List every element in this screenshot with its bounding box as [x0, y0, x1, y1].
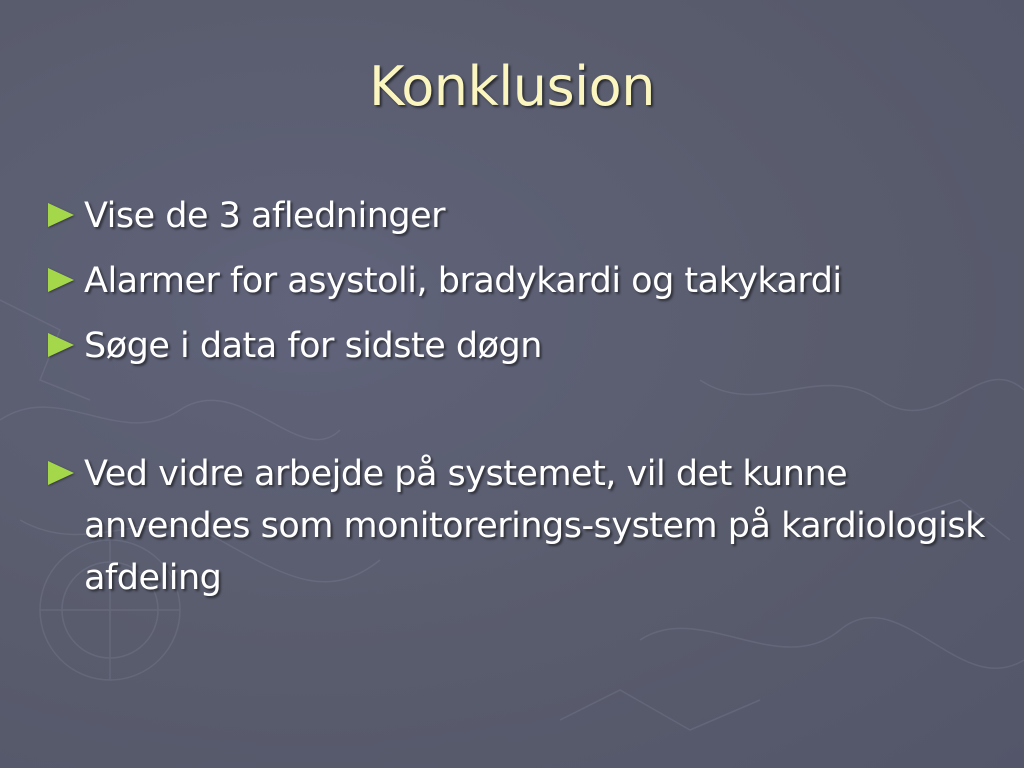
- bullet-item: [48, 255, 988, 307]
- slide-title: Konklusion: [369, 55, 655, 118]
- bullet-item: [48, 190, 988, 242]
- triangle-right-icon: [48, 461, 74, 485]
- triangle-right-icon: [48, 268, 74, 292]
- bullet-list: [48, 190, 988, 617]
- triangle-right-icon: [48, 203, 74, 227]
- bullet-item: [48, 320, 988, 372]
- bullet-text: Ved vidre arbejde på systemet, vil det kunne anvendes som monitorerings-system på kardiologisk afdeling: [84, 454, 985, 598]
- bullet-item: [48, 448, 988, 604]
- bullet-text: Alarmer for asystoli, bradykardi og takykardi: [84, 261, 842, 301]
- triangle-right-icon: [48, 333, 74, 357]
- bullet-text: Vise de 3 afledninger: [84, 196, 446, 236]
- bullet-text: Søge i data for sidste døgn: [84, 326, 542, 366]
